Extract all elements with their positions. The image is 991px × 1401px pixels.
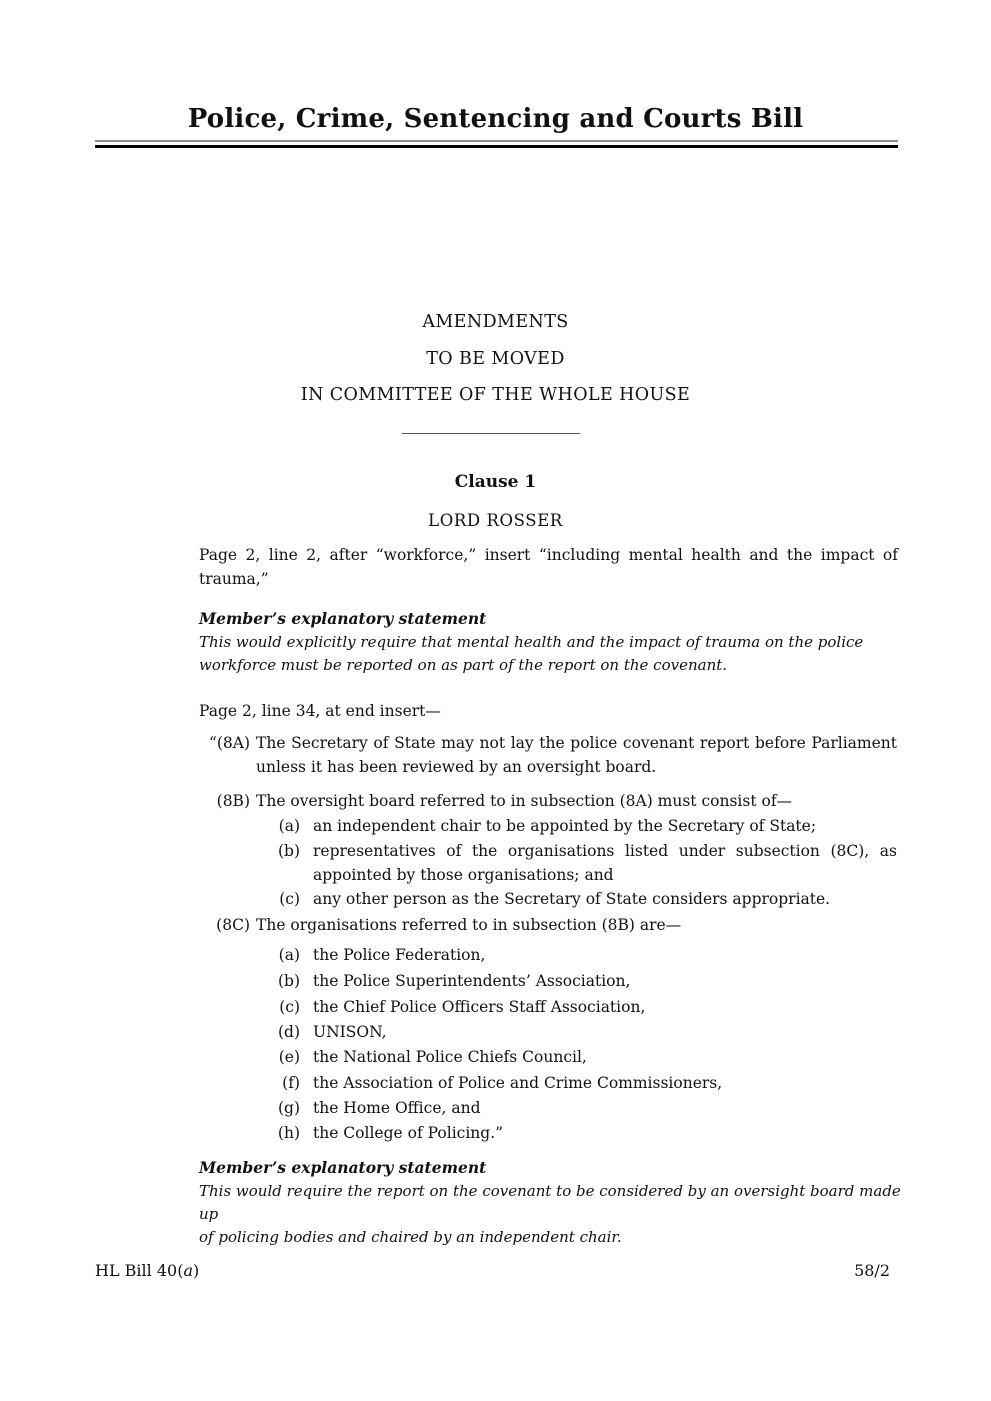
org-e-label: (e) (278, 1048, 300, 1066)
subsection-8B-item-b-line1 (0, 839, 991, 863)
item-b-text-line2: appointed by those organisations; and (313, 866, 614, 884)
amendments-heading (0, 304, 991, 414)
subsection-8C-item-d (0, 1020, 991, 1044)
org-h-text: the College of Policing.” (313, 1124, 504, 1142)
subsection-8B-text: The oversight board referred to in subsection (8A) must consist of— (256, 792, 793, 810)
org-h-label: (h) (277, 1124, 300, 1142)
bill-reference-italic: a (183, 1261, 194, 1280)
subsection-8C-item-c (0, 995, 991, 1019)
item-c-label: (c) (279, 890, 300, 908)
org-b-text: the Police Superintendents’ Association, (313, 972, 631, 990)
org-f-label: (f) (282, 1074, 300, 1092)
subsection-8C-item-h (0, 1121, 991, 1145)
item-a-label: (a) (278, 817, 300, 835)
explanatory-heading-1: Member’s explanatory statement (199, 609, 487, 628)
subsection-8A-line1 (0, 731, 991, 755)
subsection-8A-line2 (0, 755, 991, 779)
item-c-text: any other person as the Secretary of State considers appropriate. (313, 890, 831, 908)
subsection-8C-item-f (0, 1071, 991, 1095)
org-g-text: the Home Office, and (313, 1099, 481, 1117)
title-rule-black-line (95, 145, 898, 148)
org-g-label: (g) (277, 1099, 300, 1117)
amendment2-instruction: Page 2, line 34, at end insert— (199, 702, 441, 720)
mover-name: LORD ROSSER (428, 511, 563, 530)
subsection-8C-item-a (0, 943, 991, 967)
org-d-label: (d) (277, 1023, 300, 1041)
amendments-heading-line3: IN COMMITTEE OF THE WHOLE HOUSE (300, 385, 691, 405)
subsection-8C-label: (8C) (216, 916, 250, 934)
subsection-8C-item-g (0, 1096, 991, 1120)
org-c-text: the Chief Police Officers Staff Association, (313, 998, 646, 1016)
page-footer (95, 1261, 890, 1280)
item-b-label: (b) (277, 842, 300, 860)
bill-reference-prefix: HL Bill 40( (95, 1261, 184, 1280)
amendment-number: 58/2 (854, 1261, 890, 1280)
subsection-8B-item-b-line2 (0, 863, 991, 887)
subsection-8B-item-c (0, 887, 991, 911)
explanatory-2-line1: This would require the report on the covenant to be considered by an oversight board made up (199, 1182, 901, 1223)
subsection-8A-label: “(8A) (208, 734, 250, 752)
org-e-text: the National Police Chiefs Council, (313, 1048, 587, 1066)
org-f-text: the Association of Police and Crime Commissioners, (313, 1074, 723, 1092)
explanatory-2-line2: of policing bodies and chaired by an independent chair. (199, 1228, 622, 1246)
bill-title: Police, Crime, Sentencing and Courts Bill (187, 104, 804, 134)
explanatory-statement-1 (199, 607, 905, 677)
clause-title: Clause 1 (454, 472, 537, 492)
bill-reference (95, 1261, 199, 1280)
subsection-8C-item-e (0, 1045, 991, 1069)
subsection-8C-text: The organisations referred to in subsection (8B) are— (256, 916, 682, 934)
org-c-label: (c) (279, 998, 300, 1016)
item-b-text-line1: representatives of the organisations listed under subsection (8C), as (313, 842, 897, 860)
org-b-label: (b) (277, 972, 300, 990)
item-a-text: an independent chair to be appointed by the Secretary of State; (313, 817, 817, 835)
bill-reference-suffix: ) (193, 1261, 200, 1280)
subsection-8A-text-line2: unless it has been reviewed by an oversight board. (256, 758, 657, 776)
subsection-8A-text-line1: The Secretary of State may not lay the police covenant report before Parliament (256, 734, 897, 752)
title-double-rule (95, 140, 898, 149)
amendment1-instruction-line1: Page 2, line 2, after “workforce,” insert “including mental health and the impact of (199, 546, 898, 564)
explanatory-statement-2 (199, 1156, 905, 1249)
section-divider-rule (402, 433, 580, 434)
subsection-8B-item-a (0, 814, 991, 838)
title-rule-gray-line (95, 140, 898, 142)
org-a-text: the Police Federation, (313, 946, 486, 964)
org-a-label: (a) (278, 946, 300, 964)
subsection-8B (0, 789, 991, 813)
subsection-8C-item-b (0, 969, 991, 993)
amendment1-instruction (199, 543, 898, 591)
explanatory-1-line1: This would explicitly require that mental health and the impact of trauma on the police (199, 633, 864, 651)
amendments-heading-line2: TO BE MOVED (426, 348, 565, 369)
subsection-8B-label: (8B) (216, 792, 250, 810)
amendments-heading-line1: AMENDMENTS (422, 312, 569, 332)
org-d-text: UNISON, (313, 1023, 387, 1041)
explanatory-1-line2: workforce must be reported on as part of the report on the covenant. (199, 656, 728, 674)
explanatory-heading-2: Member’s explanatory statement (199, 1158, 487, 1177)
subsection-8C (0, 913, 991, 937)
amendment1-instruction-line2: trauma,” (199, 570, 269, 588)
